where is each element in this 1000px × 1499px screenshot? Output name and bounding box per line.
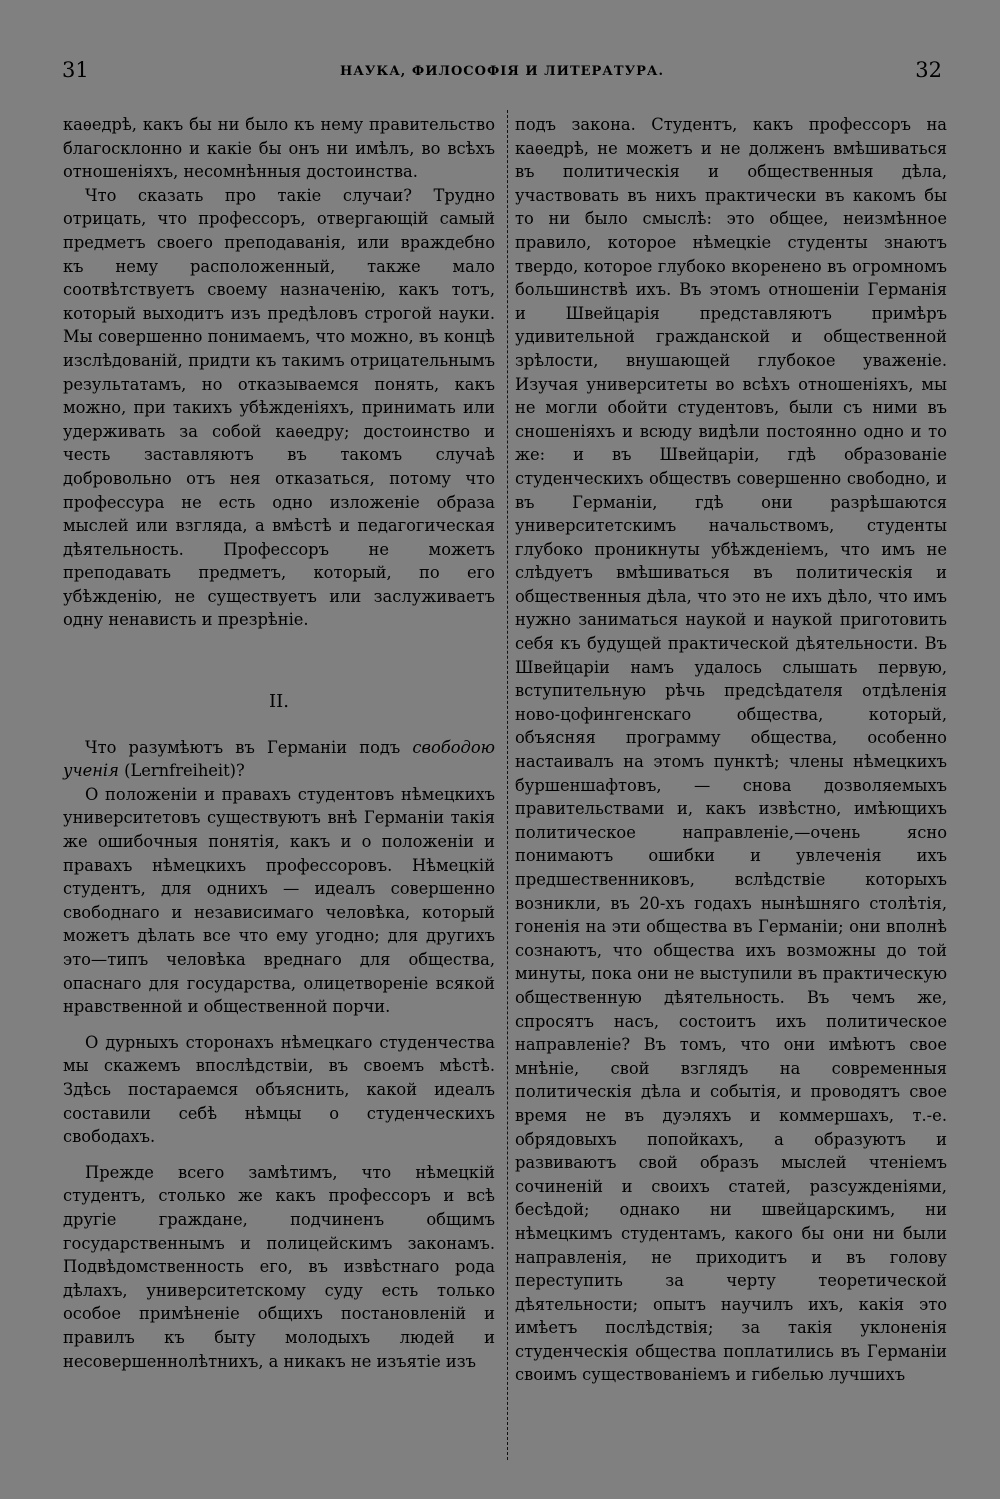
paragraph: О положеніи и правахъ студентовъ нѣмецкихъ университетовъ существуютъ внѣ Германіи такія же ошибочныя понятія, какъ и о положеніи и правахъ нѣмецкихъ профессоровъ. Нѣмецкій студентъ, для однихъ — идеалъ совершенно свободнаго и независимаго человѣка, который можетъ дѣлать все что ему угодно; для другихъ это—типъ человѣка вреднаго для общества, опаснаго для государства, олицетвореніе всякой нравственной и общественной порчи. — [63, 784, 495, 1017]
paragraph: О дурныхъ сторонахъ нѣмецкаго студенчества мы скажемъ впослѣдствіи, въ своемъ мѣстѣ. Здѣсь постараемся объяснить, какой идеалъ составили себѣ нѣмцы о студенческихъ свободахъ. — [63, 1032, 495, 1147]
running-title: НАУКА, ФИЛОСОФІЯ И ЛИТЕРАТУРА. — [339, 64, 665, 79]
paragraph: каѳедрѣ, какъ бы ни было къ нему правительство благосклонно и какіе бы онъ ни имѣлъ, во всѣхъ отношеніяхъ, несомнѣнныя достоинства. — [63, 115, 495, 182]
column-divider — [507, 110, 508, 1460]
question-emphasis: свободою ученія — [63, 737, 495, 781]
section-number: II. — [269, 691, 289, 713]
page-number-left: 31 — [62, 58, 89, 82]
left-column — [63, 113, 495, 1373]
page-number-right: 32 — [915, 58, 942, 82]
question-text: Что разумѣютъ въ Германіи подъ — [85, 737, 413, 757]
paragraph: Что сказать про такіе случаи? Трудно отрицать, что профессоръ, отвергающій самый предметъ своего преподаванія, или враждебно къ нему расположенный, также мало соотвѣтствуетъ своему назначенію, какъ тотъ, который выходитъ изъ предѣловъ строгой науки. Мы совершенно понимаемъ, что можно, въ концѣ изслѣдованій, придти къ такимъ отрицательнымъ результатамъ, но отказываемся понять, какъ можно, при такихъ убѣжденіяхъ, принимать или удерживать за собой каѳедру; достоинство и честь заставляютъ въ такомъ случаѣ добровольно отъ нея отказаться, потому что профессура не есть одно изложеніе образа мыслей или взгляда, а вмѣстѣ и педагогическая дѣятельность. Профессоръ не можетъ преподавать предметъ, который, по его убѣжденію, не существуетъ или заслуживаетъ одну ненависть и презрѣніе. — [63, 185, 495, 630]
question-text: (Lernfreiheit)? — [118, 761, 245, 781]
paragraph: подъ закона. Студентъ, какъ профессоръ на каѳедрѣ, не можетъ и не долженъ вмѣшиваться въ политическія и общественныя дѣла, участвовать въ нихъ практически въ какомъ бы то ни было смыслѣ: это общее, неизмѣнное правило, которое нѣмецкіе студенты знаютъ твердо, которое глубоко вкоренено въ огромномъ большинствѣ ихъ. Въ этомъ отношеніи Германія и Швейцарія представляютъ примѣръ удивительной гражданской и общественной зрѣлости, внушающей глубокое уваженіе. Изучая университеты во всѣхъ отношеніяхъ, мы не могли обойти студентовъ, были съ ними въ сношеніяхъ и всюду видѣли постоянно одно и то же: и въ Швейцаріи, гдѣ образованіе студенческихъ обществъ совершенно свободно, и въ Германіи, гдѣ они разрѣшаются университетскимъ начальствомъ, студенты глубоко проникнуты убѣжденіемъ, что имъ не слѣдуетъ вмѣшиваться въ политическія и общественныя дѣла, что это не ихъ дѣло, что имъ нужно заниматься наукой и наукой приготовить себя къ будущей практической дѣятельности. Въ Швейцаріи намъ удалось слышать первую, вступительную рѣчь предсѣдателя отдѣленія ново-цофингенскаго общества, который, объясняя программу общества, особенно настаивалъ на этомъ пунктѣ; члены нѣмецкихъ буршеншафтовъ, — снова дозволяемыхъ правительствами и, какъ извѣстно, имѣющихъ политическое направленіе,—очень ясно понимаютъ ошибки и увлеченія ихъ предшественниковъ, вслѣдствіе которыхъ возникли, въ 20-хъ годахъ нынѣшняго столѣтія, гоненія на эти общества въ Германіи; они вполнѣ сознаютъ, что общества ихъ возможны до той минуты, пока они не выступили въ практическую общественную дѣятельность. Въ чемъ же, спросятъ насъ, состоитъ ихъ политическое направленіе? Въ томъ, что они имѣютъ свое мнѣніе, свой взглядъ на современныя политическія дѣла и событія, и проводятъ свое время не въ дуэляхъ и коммершахъ, т.-е. обрядовыхъ попойкахъ, а образуютъ и развиваютъ свой образъ мыслей чтеніемъ сочиненій и своихъ статей, разсужденіями, бесѣдой; однако ни швейцарскимъ, ни нѣмецкимъ студентамъ, какого бы они ни были направленія, не приходитъ и въ голову переступить за черту теоретической дѣятельности; опытъ научилъ ихъ, какія это имѣетъ послѣдствія; за такія уклоненія студенческія общества поплатились въ Германіи своимъ существованіемъ и гибелью лучшихъ — [515, 115, 947, 1385]
page-header — [62, 58, 942, 88]
paragraph: Прежде всего замѣтимъ, что нѣмецкій студентъ, столько же какъ профессоръ и всѣ другіе граждане, подчиненъ общимъ государственнымъ и полицейскимъ законамъ. Подвѣдомственность его, въ извѣстнаго рода дѣлахъ, университетскому суду есть только особое примѣненіе общихъ постановленій и правилъ къ быту молодыхъ людей и несовершеннолѣтнихъ, а никакъ не изъятіе изъ — [63, 1162, 495, 1371]
right-column — [515, 113, 947, 1387]
section-question — [63, 736, 495, 783]
